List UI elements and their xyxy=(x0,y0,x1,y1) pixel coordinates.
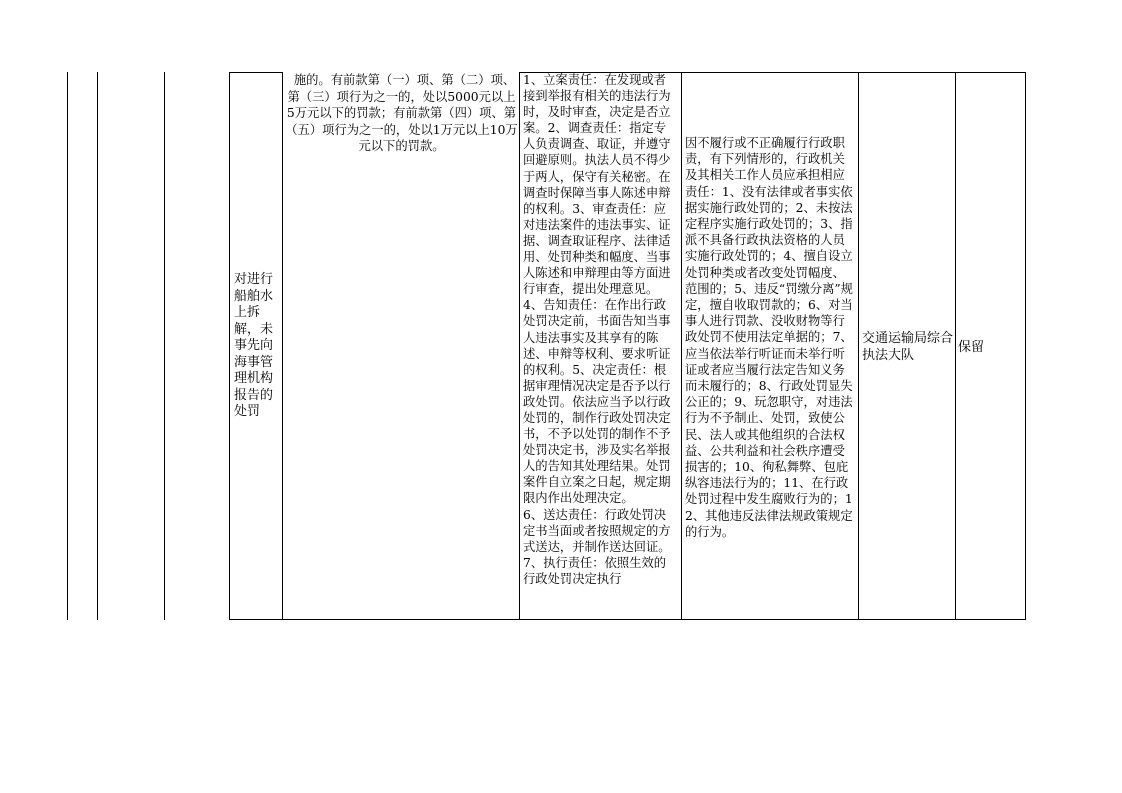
department-text: 交通运输局综合执法大队 xyxy=(862,331,954,363)
basis-cell xyxy=(283,72,519,620)
item-name-cell xyxy=(229,72,283,620)
status-cell xyxy=(955,72,1026,620)
responsibility-cell xyxy=(519,72,682,620)
department-cell xyxy=(858,72,956,620)
responsibility-text: 1、立案责任：在发现或者接到举报有相关的违法行为时，及时审查，决定是否立案。2、调查责任：指定专人负责调查、取证，并遵守回避原则。执法人员不得少于两人，保守有关秘密。在调查时保障当事人陈述申辩的权利。3、审查责任：应对违法案件的违法事实、证据、调查取证程序、法律适用、处罚种类和幅度、当事人陈述和申辩理由等方面进行审查，提出处理意见。4、告知责任：在作出行政处罚决定前，书面告知当事人违法事实及其享有的陈述、申辩等权利、要求听证的权利。5、决定责任：根据审理情况决定是否予以行政处罚。依法应当予以行政处罚的，制作行政处罚决定书，不予以处罚的制作不予处罚决定书，涉及实名举报人的告知其处理结果。处罚案件自立案之日起，规定期限内作出处理决定。 6、送达责任：行政处罚决定书当面或者按照规定的方式送达，并制作送达回证。7、执行责任：依照生效的行政处罚决定执行 xyxy=(523,73,671,586)
accountability-text: 因不履行或不正确履行行政职责，有下列情形的，行政机关及其相关工作人员应承担相应责任：1、没有法律或者事实依据实施行政处罚的；2、未按法定程序实施行政处罚的；3、指派不具备行政执法资格的人员实施行政处罚的；4、擅自设立处罚种类或者改变处罚幅度、范围的；5、违反“罚缴分离”规定，擅自收取罚款的；6、对当事人进行罚款、没收财物等行政处罚不使用法定单据的；7、应当依法举行听证而未举行听证或者应当履行法定告知义务而未履行的；8、行政处罚显失公正的；9、玩忽职守，对违法行为不予制止、处罚，致使公民、法人或其他组织的合法权益、公共利益和社会秩序遭受损害的；10、徇私舞弊、包庇纵容违法行为的；11、在行政处罚过程中发生腐败行为的；12、其他违反法律法规政策规定的行为。 xyxy=(685,136,853,539)
basis-text: 施的。有前款第（一）项、第（二）项、第（三）项行为之一的，处以5000元以上5万元以下的罚款；有前款第（四）项、第（五）项行为之一的，处以1万元以上10万元以下的罚款。 xyxy=(285,73,518,153)
item-name-text: 对进行船舶水上拆解，未事先向海事管理机构报告的处罚 xyxy=(234,272,274,419)
column-rule-3 xyxy=(164,72,165,620)
accountability-cell xyxy=(681,72,859,620)
column-rule-2 xyxy=(97,72,98,620)
status-text: 保留 xyxy=(958,340,985,355)
column-rule-1 xyxy=(67,72,68,620)
